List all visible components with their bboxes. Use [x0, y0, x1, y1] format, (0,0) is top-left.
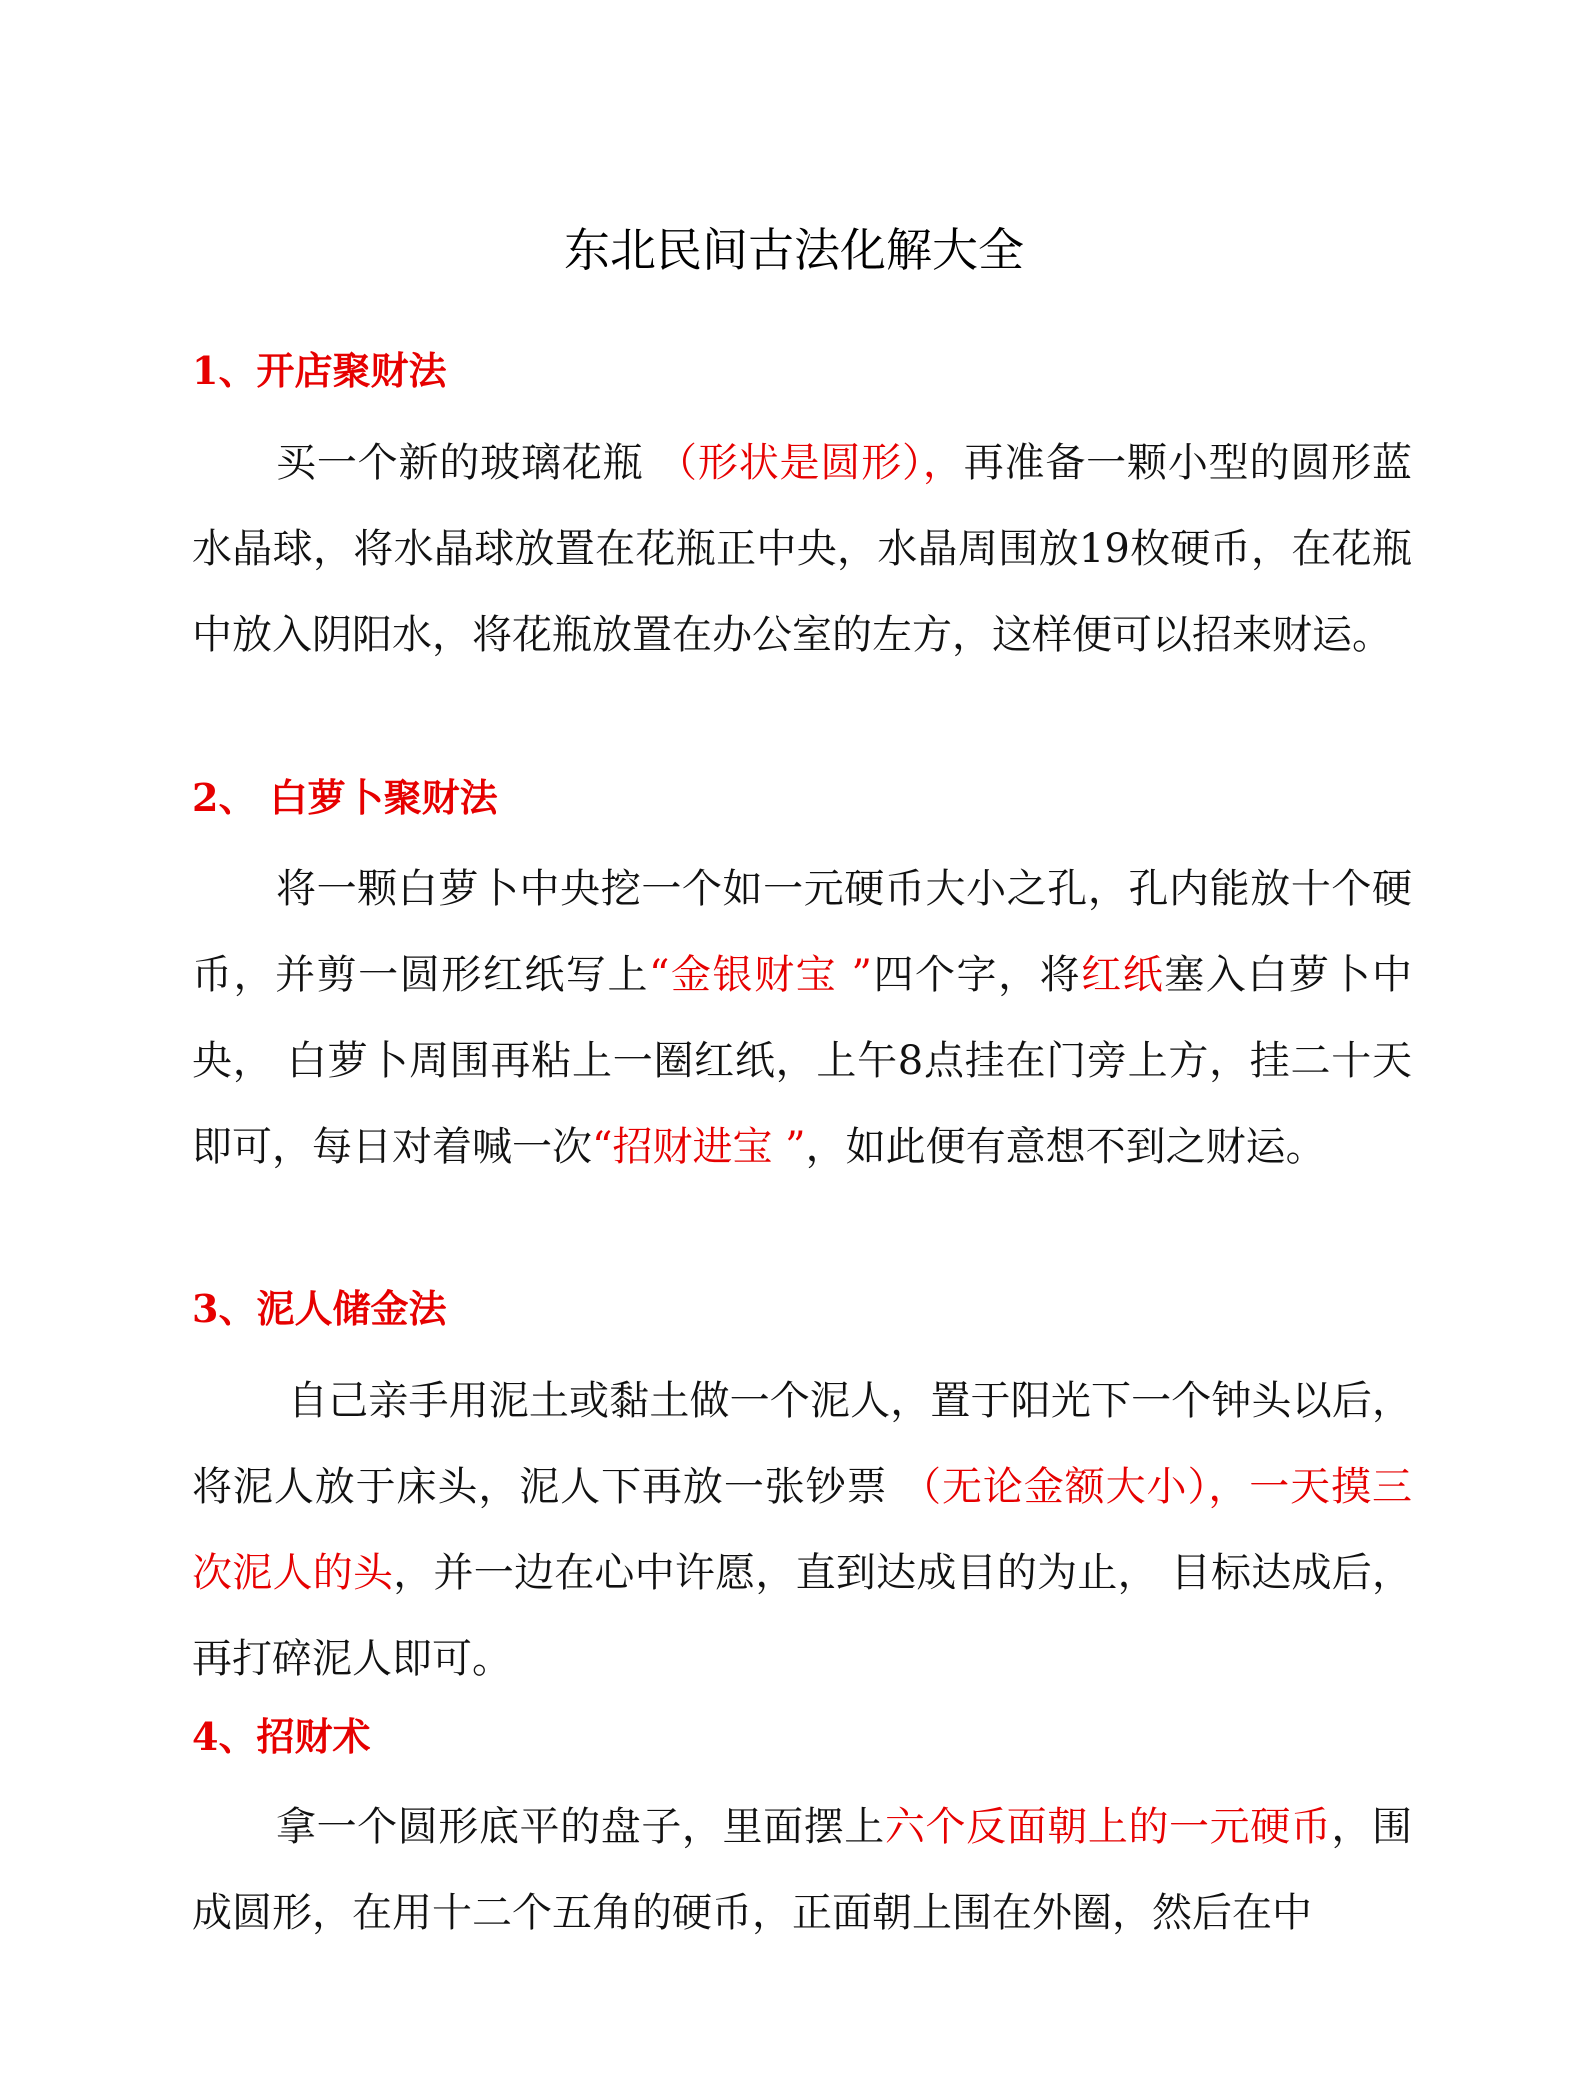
highlight-text: （形状是圆形），: [657, 440, 964, 486]
section-body-2: [192, 846, 1412, 1190]
highlight-text: 红纸: [1081, 952, 1165, 998]
body-text: 自己亲手用泥土或黏土做一个泥人，置于阳光下一个钟头以后，将泥人放于床头，泥人下再放一张钞票: [192, 1378, 1412, 1510]
section-body-4: [192, 1784, 1412, 1956]
highlight-text: “金银财宝 ”: [649, 952, 872, 998]
body-text: 将一颗白萝卜中央挖一个如一元硬币大小之孔，孔内能放十个硬币，并剪一圆形红纸写上: [192, 866, 1412, 998]
section-heading-3: 3、泥人储金法: [192, 1286, 447, 1331]
highlight-text: （无论金额大小），一天摸三次泥人的头: [192, 1464, 1413, 1596]
body-text: 再准备一颗小型的圆形蓝水晶球，将水晶球放置在花瓶正中央，水晶周围放19枚硬币，在花瓶中放入阴阳水，将花瓶放置在办公室的左方，这样便可以招来财运。: [192, 440, 1413, 658]
section-heading-4: 4、招财术: [192, 1714, 371, 1759]
body-text: 塞入白萝卜中央， 白萝卜周围再粘上一圈红纸，上午8点挂在门旁上方，挂二十天即可，每日对着喊一次: [192, 952, 1413, 1170]
body-text: ，围成圆形，在用十二个五角的硬币，正面朝上围在外圈，然后在中: [192, 1804, 1413, 1936]
document-title: 东北民间古法化解大全: [564, 223, 1024, 277]
section-body-1: [192, 420, 1412, 678]
section-heading-1: 1、开店聚财法: [192, 348, 447, 393]
body-text: 买一个新的玻璃花瓶: [276, 440, 658, 486]
body-text: 四个字，将: [871, 952, 1082, 998]
body-text: 拿一个圆形底平的盘子，里面摆上: [276, 1804, 885, 1850]
highlight-text: “招财进宝 ”: [592, 1124, 806, 1170]
highlight-text: 六个反面朝上的一元硬币: [884, 1804, 1332, 1850]
body-text: ，并一边在心中许愿，直到达成目的为止， 目标达成后，再打碎泥人即可。: [192, 1550, 1413, 1682]
section-body-3: [192, 1358, 1412, 1702]
section-heading-2: 2、 白萝卜聚财法: [192, 775, 498, 820]
body-text: ，如此便有意想不到之财运。: [805, 1124, 1326, 1170]
